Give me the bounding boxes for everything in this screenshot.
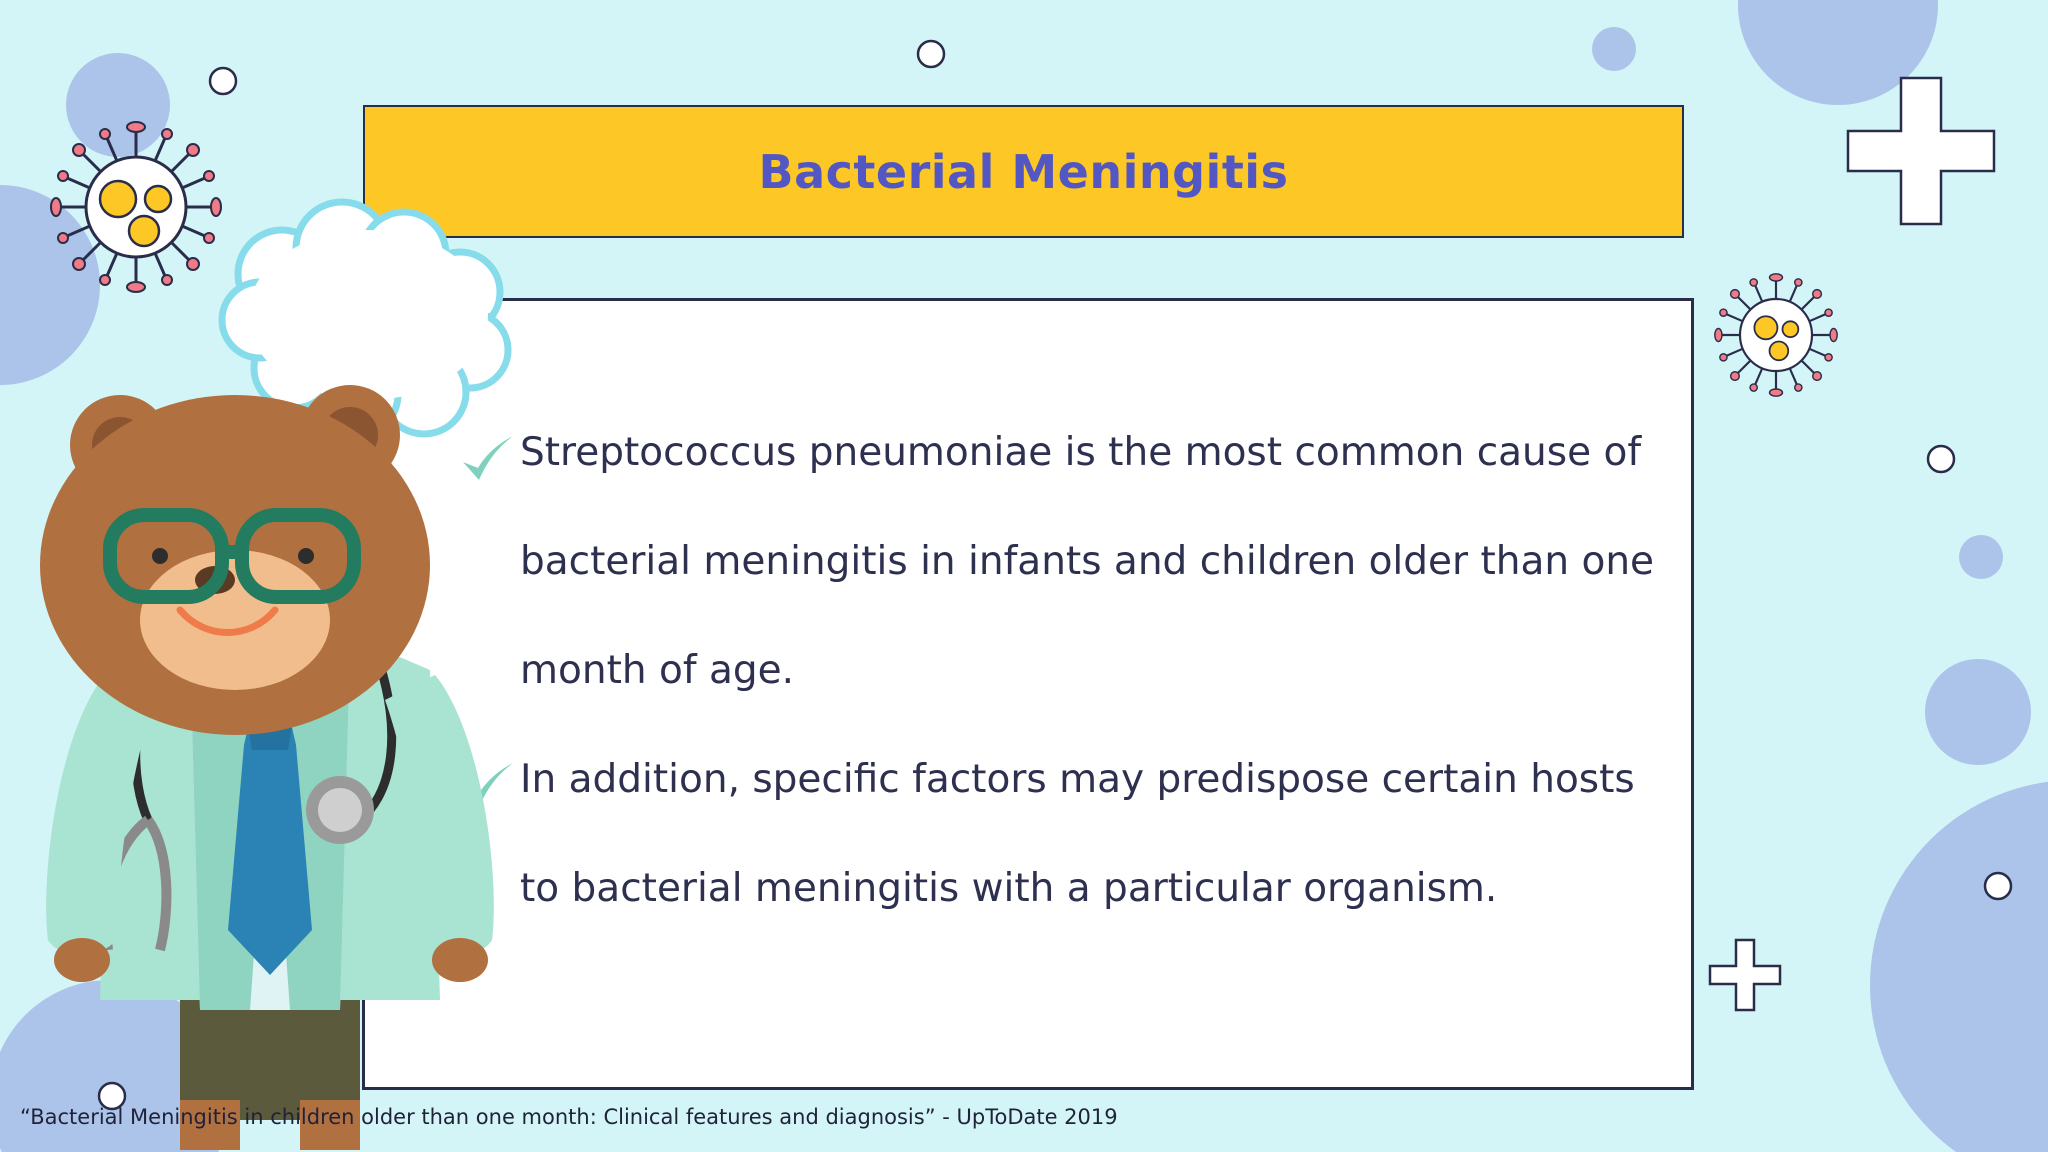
citation-text: “Bacterial Meningitis in children older than one month: Clinical features and diagnosis” - UpToDate 2019	[20, 1105, 1118, 1129]
outline-circle	[918, 41, 944, 67]
bear-head	[40, 385, 430, 735]
bullet-item-2: In addition, specific factors may predispose certain hosts to bacterial meningitis with a particular organism.	[520, 757, 1635, 911]
bullet-item-1: Streptococcus pneumoniae is the most common cause of bacterial meningitis in infants and children older than one month of age.	[520, 430, 1655, 693]
bg-circle	[1592, 27, 1636, 71]
outline-circle	[1985, 873, 2011, 899]
outline-circle	[210, 68, 236, 94]
virus-icon	[1715, 274, 1837, 396]
slide-title: Bacterial Meningitis	[758, 144, 1289, 199]
doctor-bear-illustration	[20, 170, 540, 1150]
plus-icon	[1848, 78, 1994, 224]
bg-circle	[1870, 780, 2048, 1152]
content-card	[362, 298, 1694, 1090]
bg-circle	[1959, 535, 2003, 579]
title-bar	[363, 105, 1684, 238]
bg-circle	[1925, 659, 2031, 765]
plus-icon	[1710, 940, 1780, 1010]
outline-circle	[1928, 446, 1954, 472]
bg-circle	[66, 53, 170, 157]
